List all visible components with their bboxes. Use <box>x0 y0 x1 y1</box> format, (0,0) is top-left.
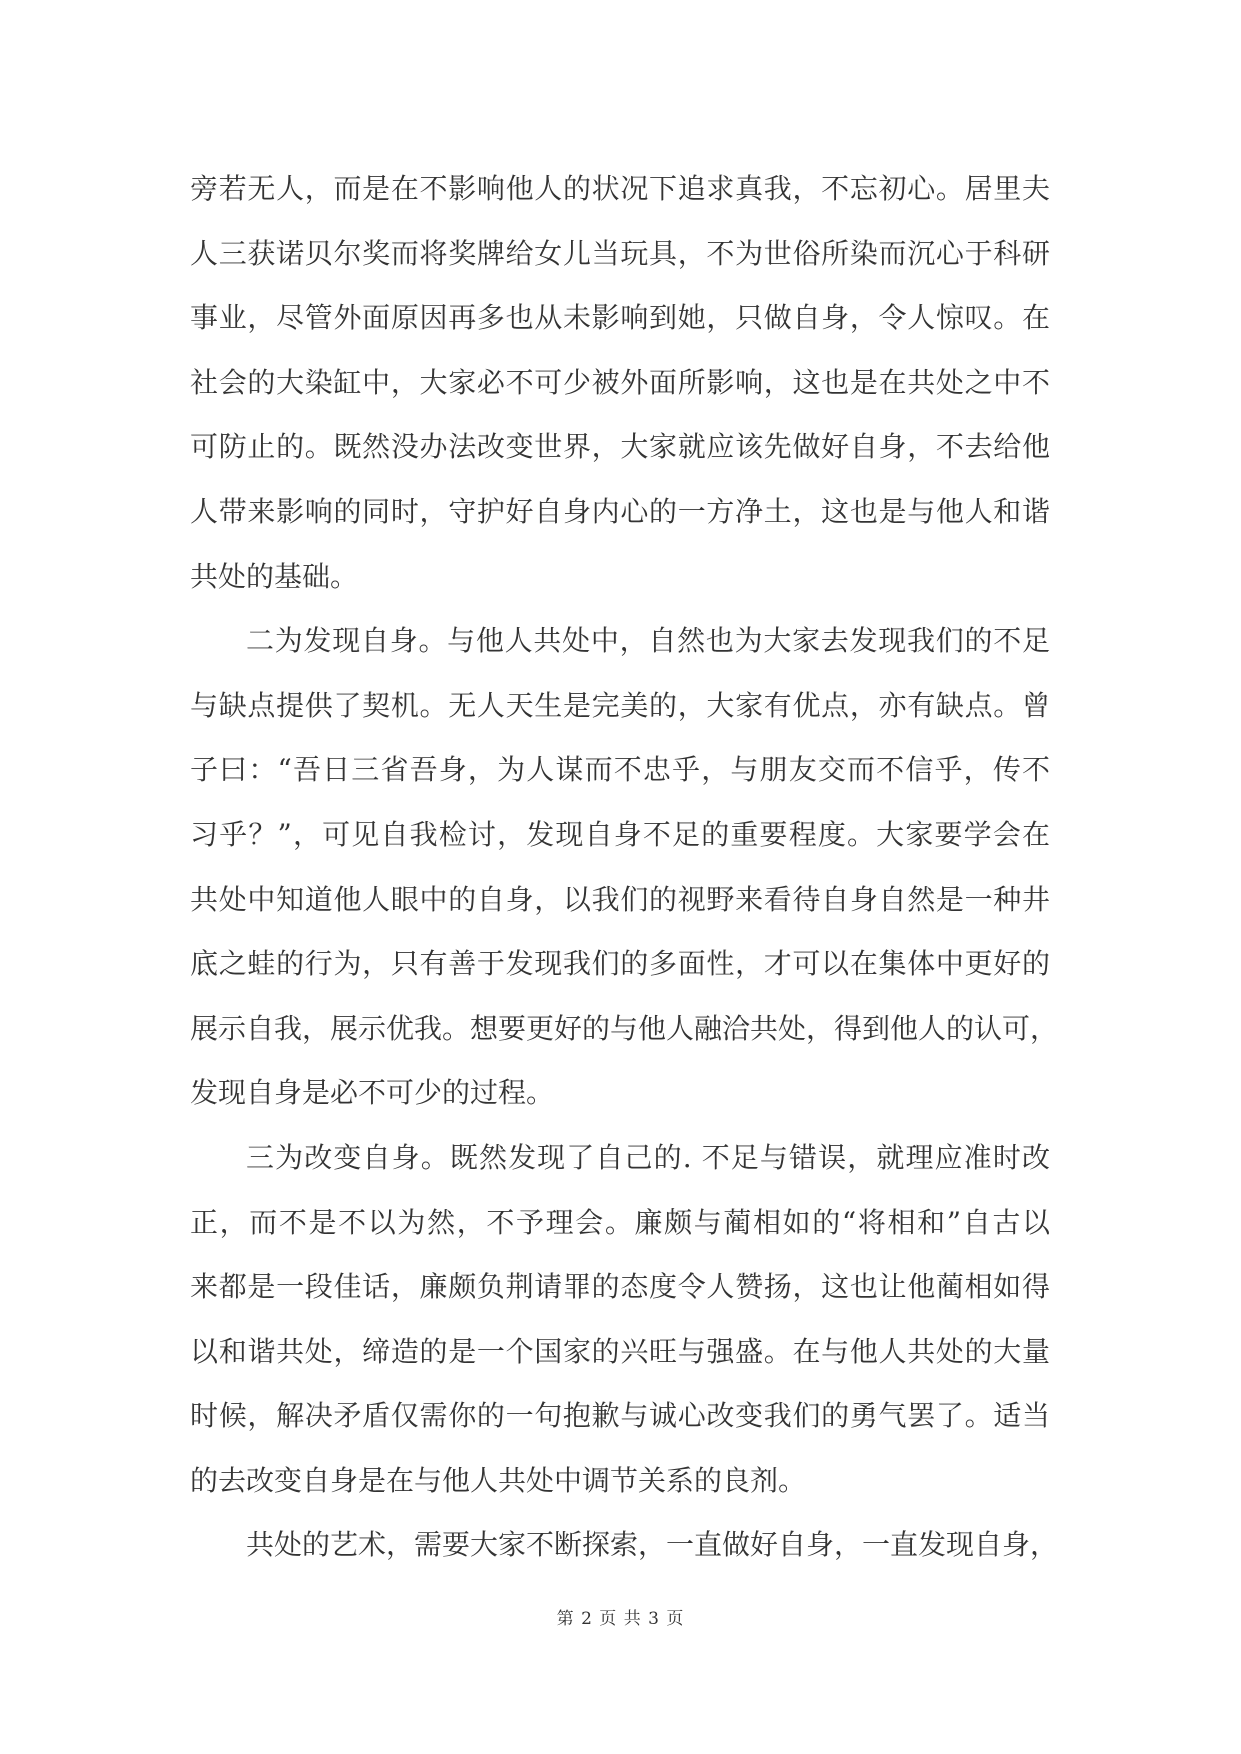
text-line: 旁若无人，而是在不影响他人的状况下追求真我，不忘初心。居里夫 <box>190 172 1050 205</box>
text-line: 三为改变自身。既然发现了自己的. 不足与错误，就理应准时改 <box>246 1140 1050 1174</box>
text-line: 可防止的。既然没办法改变世界，大家就应该先做好自身，不去给他 <box>190 430 1050 464</box>
text-line: 与缺点提供了契机。无人天生是完美的，大家有优点，亦有缺点。曾 <box>190 688 1050 722</box>
text-line: 时候，解决矛盾仅需你的一句抱歉与诚心改变我们的勇气罢了。适当 <box>190 1399 1050 1433</box>
page-number-footer: 第 2 页 共 3 页 <box>556 1609 685 1629</box>
text-line: 以和谐共处，缔造的是一个国家的兴旺与强盛。在与他人共处的大量 <box>190 1334 1050 1368</box>
text-line: 二为发现自身。与他人共处中，自然也为大家去发现我们的不足 <box>246 624 1050 658</box>
text-line: 事业，尽管外面原因再多也从未影响到她，只做自身，令人惊叹。在 <box>190 301 1050 335</box>
text-line: 人三获诺贝尔奖而将奖牌给女儿当玩具，不为世俗所染而沉心于科研 <box>190 236 1050 270</box>
text-line: 发现自身是必不可少的过程。 <box>190 1076 555 1110</box>
text-line: 社会的大染缸中，大家必不可少被外面所影响，这也是在共处之中不 <box>190 365 1050 399</box>
text-line: 子曰：“吾日三省吾身，为人谋而不忠乎，与朋友交而不信乎，传不 <box>190 753 1050 787</box>
text-line: 展示自我，展示优我。想要更好的与他人融洽共处，得到他人的认可， <box>190 1011 1059 1045</box>
text-line: 人带来影响的同时，守护好自身内心的一方净土，这也是与他人和谐 <box>190 494 1050 528</box>
text-line: 共处的艺术，需要大家不断探索，一直做好自身，一直发现自身， <box>246 1528 1059 1562</box>
text-line: 习乎？”，可见自我检讨，发现自身不足的重要程度。大家要学会在 <box>190 817 1050 851</box>
text-line: 共处的基础。 <box>190 559 359 593</box>
text-line: 底之蛙的行为，只有善于发现我们的多面性，才可以在集体中更好的 <box>190 947 1050 981</box>
document-body <box>190 157 1059 1578</box>
text-line: 共处中知道他人眼中的自身，以我们的视野来看待自身自然是一种井 <box>190 882 1050 916</box>
text-line: 来都是一段佳话，廉颇负荆请罪的态度令人赞扬，这也让他蔺相如得 <box>190 1270 1050 1304</box>
text-line: 的去改变自身是在与他人共处中调节关系的良剂。 <box>190 1463 807 1497</box>
text-line: 正，而不是不以为然，不予理会。廉颇与蔺相如的“将相和”自古以 <box>190 1205 1050 1239</box>
